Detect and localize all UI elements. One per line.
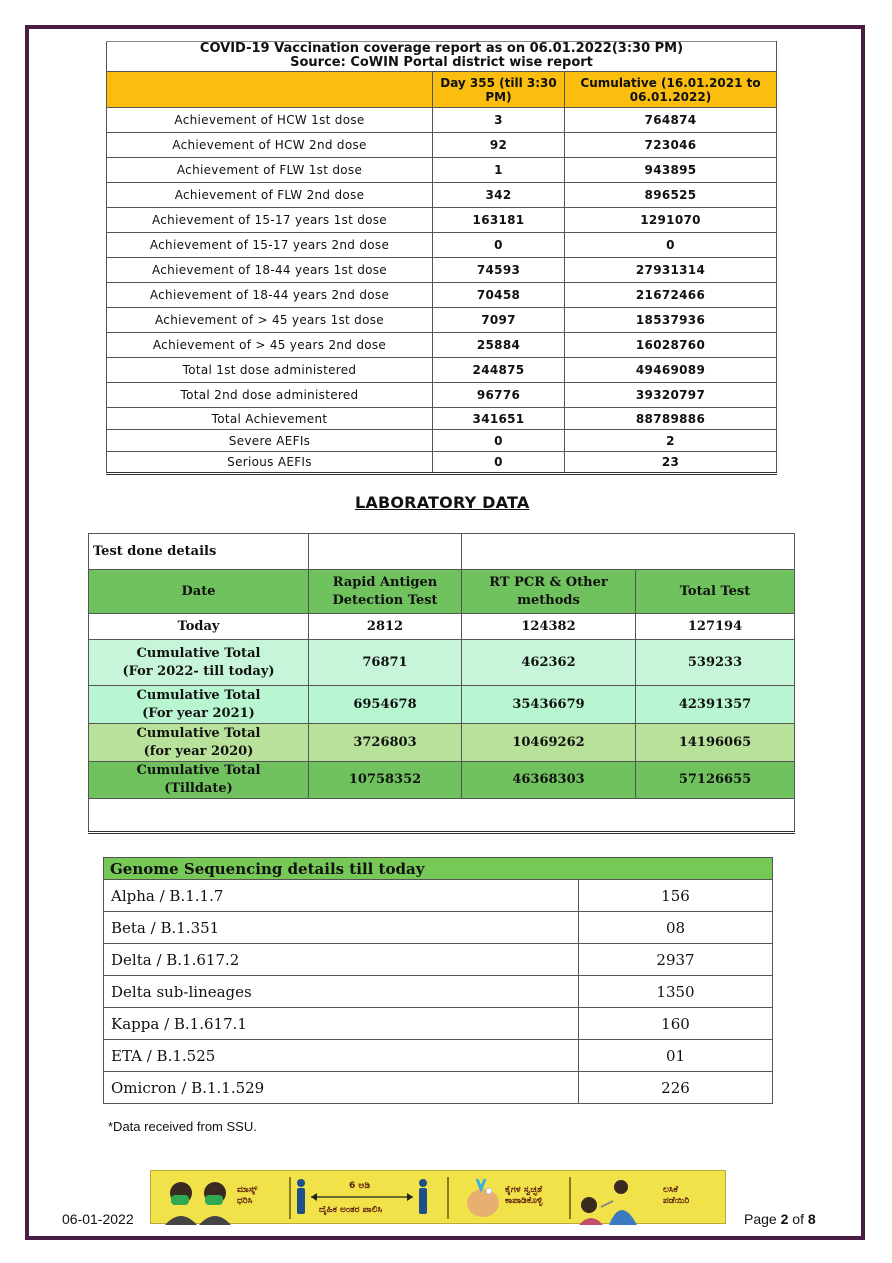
lab-row-date-line1: Cumulative Total: [136, 763, 261, 778]
banner-hands-text: [505, 1185, 542, 1207]
lab-row-rtpcr-value: 10469262: [462, 724, 636, 762]
vaccination-row: [107, 358, 777, 383]
vaccination-row-day-value: 25884: [433, 333, 565, 358]
vaccination-icon: [579, 1180, 637, 1225]
genome-row: [104, 880, 773, 912]
vaccination-row-day-value: 96776: [433, 383, 565, 408]
vaccination-row: [107, 383, 777, 408]
lab-row-date-line2: (For 2022- till today): [122, 663, 275, 679]
vaccination-row-day-value: 0: [433, 233, 565, 258]
vaccination-row-cumulative-value: 764874: [565, 108, 777, 133]
lab-row-total-value: 14196065: [636, 724, 795, 762]
genome-row-variant: Beta / B.1.351: [104, 912, 579, 944]
vaccination-row: [107, 183, 777, 208]
vaccination-row-day-value: 3: [433, 108, 565, 133]
vaccination-row-day-value: 92: [433, 133, 565, 158]
vaccination-header-day: Day 355 (till 3:30 PM): [433, 72, 565, 108]
vaccination-row-label: Achievement of FLW 1st dose: [107, 158, 433, 183]
banner-mask-text: [237, 1185, 257, 1207]
footer-page-of: of: [792, 1211, 804, 1227]
vaccination-row: [107, 333, 777, 358]
vaccination-row: [107, 233, 777, 258]
vaccination-row-cumulative-value: 723046: [565, 133, 777, 158]
vaccination-row: [107, 208, 777, 233]
lab-row-rtpcr-value: 124382: [462, 614, 636, 640]
lab-header-rtpcr: [462, 570, 636, 614]
lab-row-rat-value: 3726803: [309, 724, 462, 762]
vaccination-row-label: Total 1st dose administered: [107, 358, 433, 383]
lab-header-row: [89, 570, 795, 614]
lab-section-label: Test done details: [89, 534, 309, 570]
banner-vaccine-text-line2: ಪಡೆಯಿರಿ: [663, 1196, 690, 1206]
lab-empty-row: [89, 799, 795, 833]
vaccination-title-line2: Source: CoWIN Portal district wise report: [290, 55, 593, 70]
vaccination-row-cumulative-value: 16028760: [565, 333, 777, 358]
genome-row: [104, 1040, 773, 1072]
lab-row-rtpcr-value: 46368303: [462, 762, 636, 799]
genome-row-count: 156: [579, 880, 773, 912]
lab-row-date: [89, 762, 309, 799]
banner-mask-text-line2: ಧರಿಸಿ: [237, 1196, 253, 1206]
genome-row-variant: Alpha / B.1.1.7: [104, 880, 579, 912]
genome-table: [103, 857, 773, 1104]
vaccination-row-label: Achievement of 15-17 years 2nd dose: [107, 233, 433, 258]
vaccination-row-day-value: 7097: [433, 308, 565, 333]
vaccination-row-cumulative-value: 21672466: [565, 283, 777, 308]
covid-appropriate-behaviour-banner: [150, 1170, 726, 1224]
lab-row-rat-value: 76871: [309, 640, 462, 686]
vaccination-row-label: Serious AEFIs: [107, 452, 433, 474]
vaccination-row: [107, 308, 777, 333]
vaccination-table: [106, 41, 777, 475]
vaccination-row-label: Total 2nd dose administered: [107, 383, 433, 408]
lab-row-date: [89, 686, 309, 724]
vaccination-row-day-value: 0: [433, 452, 565, 474]
genome-row: [104, 912, 773, 944]
vaccination-row-cumulative-value: 896525: [565, 183, 777, 208]
vaccination-title-row: [107, 42, 777, 72]
lab-header-rat-line2: Detection Test: [332, 592, 438, 608]
vaccination-row-cumulative-value: 2: [565, 430, 777, 452]
vaccination-row-label: Total Achievement: [107, 408, 433, 430]
genome-row-count: 1350: [579, 976, 773, 1008]
genome-row-count: 226: [579, 1072, 773, 1104]
vaccination-row-cumulative-value: 18537936: [565, 308, 777, 333]
lab-row: [89, 640, 795, 686]
vaccination-row-label: Achievement of 15-17 years 1st dose: [107, 208, 433, 233]
vaccination-title-line1: COVID-19 Vaccination coverage report as on 06.01.2022(3:30 PM): [199, 41, 684, 56]
lab-row-date: [89, 640, 309, 686]
lab-header-total: Total Test: [636, 570, 795, 614]
banner-distance-text: ದೈಹಿಕ ಅಂತರ ಪಾಲಿಸಿ: [319, 1205, 383, 1215]
vaccination-row: [107, 283, 777, 308]
footer-date: 06-01-2022: [62, 1211, 134, 1227]
lab-section-blank-1: [309, 534, 462, 570]
lab-row-date-line1: Today: [177, 618, 220, 634]
lab-row-rtpcr-value: 462362: [462, 640, 636, 686]
vaccination-header-blank: [107, 72, 433, 108]
mask-faces-icon: [165, 1182, 231, 1225]
lab-row-date: [89, 724, 309, 762]
genome-rows: [104, 880, 773, 1104]
lab-row: [89, 614, 795, 640]
vaccination-row-day-value: 0: [433, 430, 565, 452]
genome-header-row: [104, 858, 773, 880]
vaccination-row-label: Achievement of 18-44 years 1st dose: [107, 258, 433, 283]
vaccination-row-day-value: 244875: [433, 358, 565, 383]
vaccination-row-label: Achievement of HCW 2nd dose: [107, 133, 433, 158]
footer-page-prefix: Page: [744, 1211, 777, 1227]
lab-header-rtpcr-line2: methods: [517, 592, 580, 608]
lab-row-rat-value: 10758352: [309, 762, 462, 799]
lab-row-total-value: 42391357: [636, 686, 795, 724]
vaccination-row: [107, 452, 777, 474]
genome-row-variant: Delta / B.1.617.2: [104, 944, 579, 976]
vaccination-row-cumulative-value: 49469089: [565, 358, 777, 383]
genome-row: [104, 1008, 773, 1040]
genome-row-count: 2937: [579, 944, 773, 976]
laboratory-table: [88, 533, 795, 834]
vaccination-row: [107, 408, 777, 430]
vaccination-row-cumulative-value: 88789886: [565, 408, 777, 430]
genome-row-variant: ETA / B.1.525: [104, 1040, 579, 1072]
banner-vaccine-text: [663, 1185, 689, 1207]
vaccination-row-cumulative-value: 0: [565, 233, 777, 258]
lab-row-total-value: 539233: [636, 640, 795, 686]
footnote: *Data received from SSU.: [108, 1119, 257, 1134]
vaccination-header-row: [107, 72, 777, 108]
genome-heading: Genome Sequencing details till today: [104, 858, 773, 880]
banner-hands-text-line1: ಕೈಗಳ ಸ್ವಚ್ಛತೆ: [505, 1185, 543, 1195]
genome-row-variant: Kappa / B.1.617.1: [104, 1008, 579, 1040]
footer-page-total: 8: [807, 1211, 816, 1227]
vaccination-row: [107, 108, 777, 133]
lab-row-date-line1: Cumulative Total: [136, 645, 261, 661]
lab-row-date-line2: (Tilldate): [164, 781, 233, 796]
genome-row-count: 01: [579, 1040, 773, 1072]
vaccination-row-cumulative-value: 1291070: [565, 208, 777, 233]
vaccination-row-cumulative-value: 39320797: [565, 383, 777, 408]
lab-header-rat-line1: Rapid Antigen: [332, 574, 438, 590]
vaccination-row-day-value: 163181: [433, 208, 565, 233]
banner-vaccine-text-line1: ಲಸಿಕೆ: [663, 1185, 679, 1195]
vaccination-row-label: Achievement of FLW 2nd dose: [107, 183, 433, 208]
lab-row-date: [89, 614, 309, 640]
lab-row-date-line2: (For year 2021): [142, 705, 255, 721]
vaccination-row: [107, 158, 777, 183]
genome-row-variant: Delta sub-lineages: [104, 976, 579, 1008]
lab-header-rtpcr-line1: RT PCR & Other: [489, 574, 608, 590]
vaccination-row-label: Achievement of HCW 1st dose: [107, 108, 433, 133]
lab-row-date-line1: Cumulative Total: [136, 687, 261, 703]
genome-row-count: 160: [579, 1008, 773, 1040]
vaccination-row-cumulative-value: 943895: [565, 158, 777, 183]
lab-section-blank-2: [462, 534, 795, 570]
genome-row: [104, 1072, 773, 1104]
vaccination-row: [107, 430, 777, 452]
vaccination-row-label: Severe AEFIs: [107, 430, 433, 452]
banner-mask-text-line1: ಮಾಸ್ಕ್: [237, 1185, 258, 1195]
lab-row-date-line2: (for year 2020): [143, 743, 254, 759]
lab-empty-cell: [89, 799, 795, 833]
genome-row: [104, 976, 773, 1008]
laboratory-heading: LABORATORY DATA: [355, 493, 530, 512]
vaccination-header-cumulative: Cumulative (16.01.2021 to 06.01.2022): [565, 72, 777, 108]
lab-row-rat-value: 2812: [309, 614, 462, 640]
lab-row: [89, 762, 795, 799]
vaccination-row-cumulative-value: 27931314: [565, 258, 777, 283]
vaccination-title: [107, 42, 777, 72]
banner-hands-text-line2: ಕಾಪಾಡಿಕೊಳ್ಳಿ: [505, 1196, 543, 1206]
lab-row: [89, 724, 795, 762]
vaccination-row-cumulative-value: 23: [565, 452, 777, 474]
vaccination-row-day-value: 74593: [433, 258, 565, 283]
footer-page-current: 2: [780, 1211, 789, 1227]
vaccination-row-label: Achievement of > 45 years 2nd dose: [107, 333, 433, 358]
lab-header-rat: [309, 570, 462, 614]
vaccination-row-day-value: 341651: [433, 408, 565, 430]
lab-row-date-line1: Cumulative Total: [136, 725, 261, 741]
banner-distance-value: 6 ಅಡಿ: [349, 1181, 370, 1191]
lab-row-rat-value: 6954678: [309, 686, 462, 724]
vaccination-row-day-value: 342: [433, 183, 565, 208]
vaccination-row: [107, 258, 777, 283]
vaccination-row-day-value: 1: [433, 158, 565, 183]
vaccination-row-day-value: 70458: [433, 283, 565, 308]
hand-wash-icon: [467, 1179, 499, 1217]
lab-section-row: [89, 534, 795, 570]
genome-row: [104, 944, 773, 976]
genome-row-count: 08: [579, 912, 773, 944]
lab-row-total-value: 127194: [636, 614, 795, 640]
lab-row-total-value: 57126655: [636, 762, 795, 799]
lab-row: [89, 686, 795, 724]
lab-rows: [89, 614, 795, 799]
vaccination-rows: [107, 108, 777, 474]
lab-row-rtpcr-value: 35436679: [462, 686, 636, 724]
footer-page-number: [744, 1211, 816, 1227]
vaccination-row-label: Achievement of > 45 years 1st dose: [107, 308, 433, 333]
vaccination-row: [107, 133, 777, 158]
lab-header-date: Date: [89, 570, 309, 614]
vaccination-row-label: Achievement of 18-44 years 2nd dose: [107, 283, 433, 308]
genome-row-variant: Omicron / B.1.1.529: [104, 1072, 579, 1104]
